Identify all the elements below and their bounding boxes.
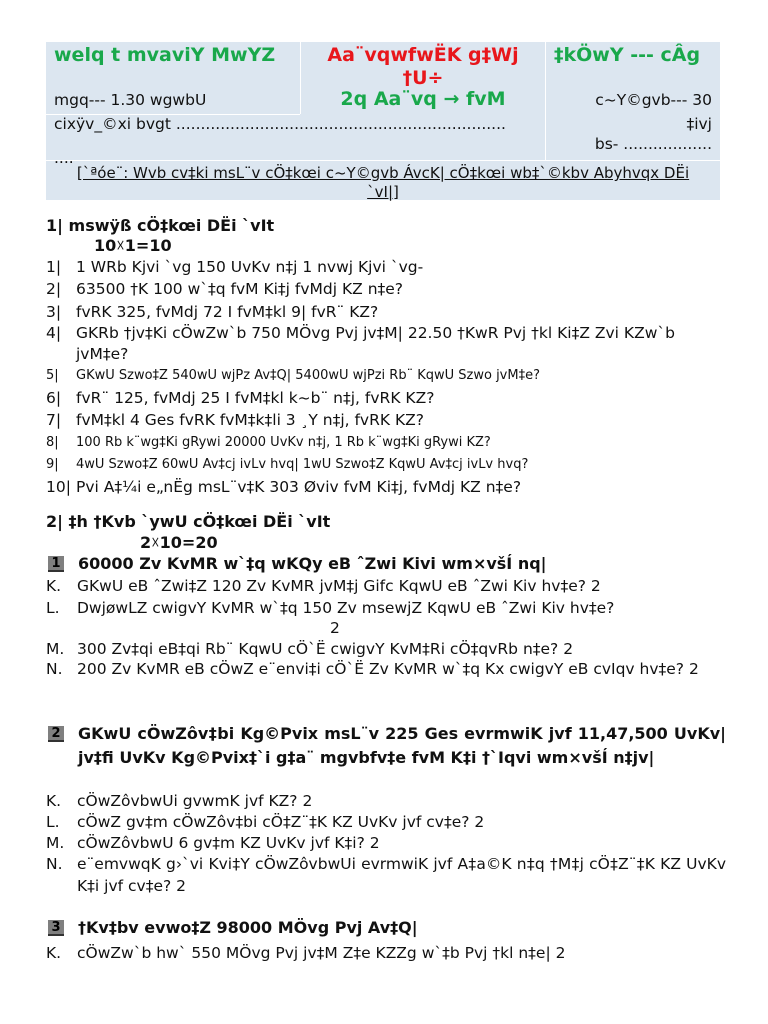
list-item: 3| fvRK 325, fvMdj 72 I fvM‡kl 9| fvR¨ KZ?: [46, 302, 379, 321]
roll-number-field: bs- ..................: [594, 135, 712, 153]
total-marks: c~Y©gvb--- 30: [595, 91, 712, 109]
section-2-heading: 2| ‡h †Kvb `ywU cÖ‡kœi DËi `vIt: [46, 512, 331, 531]
list-item: 9| 4wU Szwo‡Z 60wU Av‡cj ivLv hvq| 1wU Szwo‡Z KqwU Av‡cj ivLv hvq?: [46, 457, 529, 473]
question-number-badge: 2: [48, 726, 64, 742]
sub-question: M. 300 Zv‡qi eB‡qi Rb¨ KqwU cÖ`Ë cwigvY KvM‡Ri cÖ‡qvRb n‡e? 2: [46, 640, 574, 658]
creative-question-3: [46, 916, 726, 940]
sub-question: K. GKwU eB ˆZwi‡Z 120 Zv KvMR jvM‡j Gifc KqwU eB ˆZwi Kiv hv‡e? 2: [46, 577, 601, 595]
list-item: 8| 100 Rb k¨wg‡Ki gRywi 20000 UvKv n‡j, 1 Rb k¨wg‡Ki gRywi KZ?: [46, 434, 491, 450]
question-stem: †Kv‡bv evwo‡Z 98000 MÖvg Pvj Av‡Q|: [78, 918, 418, 937]
roll-label: ‡ivj: [686, 115, 712, 133]
sub-question: M. cÖwZôvbwU 6 gv‡m KZ UvKv jvf K‡i? 2: [46, 834, 380, 852]
short-question-list: [46, 256, 726, 499]
sub-question: L. cÖwZ gv‡m cÖwZôv‡bi cÖ‡Z¨‡K KZ UvKv jvf cv‡e? 2: [46, 813, 485, 831]
full-time: mgq--- 1.30 wgwbU: [54, 91, 207, 109]
list-item: 6| fvR¨ 125, fvMdj 25 I fvM‡kl k~b¨ n‡j, fvRK KZ?: [46, 389, 435, 408]
name-dots: ....: [54, 149, 74, 167]
sub-question: N. 200 Zv KvMR eB cÖwZ e¨envi‡i cÖ`Ë Zv KvMR w`‡q Kx cwigvY eB cvIqv hv‡e? 2: [46, 660, 699, 678]
sub-question: L. DwjøwLZ cwigvY KvMR w`‡q 150 Zv msewjZ KqwU eB ˆZwi Kiv hv‡e?: [46, 599, 615, 617]
sub-question-mark: 2: [330, 619, 340, 637]
creative-question-1: [46, 552, 726, 576]
divider: [300, 42, 301, 114]
section-1-heading: 1| mswÿß cÖ‡kœi DËi `vIt: [46, 216, 275, 235]
section-2-marks: 2☓10=20: [140, 533, 218, 552]
list-item: 4| GKRb †jv‡Ki cÖwZw`b 750 MÖvg Pvj jv‡M| 22.50 †KwR Pvj †kl Ki‡Z Zvi KZw`b jvM‡e?: [46, 323, 675, 363]
instructions-note: [`ªóe¨: Wvb cv‡ki msL¨v cÖ‡kœi c~Y©gvb ÁvcK| cÖ‡kœi wb‡`©kbv Abyhvqx DËi `vI|]: [76, 164, 690, 201]
sub-question: K. cÖwZôvbwUi gvwmK jvf KZ? 2: [46, 792, 313, 810]
sub-question: N. e¨emvwqK g›`vi Kvi‡Y cÖwZôvbwUi evrmwiK jvf A‡a©K n‡q †M‡j cÖ‡Z¨‡K KZ UvKv K‡i jvf cv‡e? 2: [46, 855, 726, 895]
list-item: 10| Pvi A‡¼i e„nËg msL¨v‡K 303 Øviv fvM Ki‡j, fvMdj KZ n‡e?: [46, 478, 522, 497]
creative-question-2: [46, 722, 726, 770]
exam-subtitle: 2q Aa¨vq → fvM: [340, 88, 506, 110]
exam-title: Aa¨vqwfwËK g‡Wj †U÷: [327, 44, 519, 89]
student-name-field: cixÿv_©xi bvgt ...................................................................: [54, 115, 506, 133]
list-item: 7| fvM‡kl 4 Ges fvRK fvM‡k‡li 3 ¸Y n‡j, fvRK KZ?: [46, 411, 424, 430]
section-1-marks: 10☓1=10: [94, 236, 172, 255]
divider: [46, 160, 720, 161]
exam-header: [46, 42, 720, 200]
divider: [545, 42, 546, 160]
list-item: 5| GKwU Szwo‡Z 540wU wjPz Av‡Q| 5400wU wjPzi Rb¨ KqwU Szwo jvM‡e?: [46, 367, 540, 383]
list-item: 2| 63500 †K 100 w`‡q fvM Ki‡j fvMdj KZ n‡e?: [46, 280, 404, 299]
list-item: 1| 1 WRb Kjvi `vg 150 UvKv n‡j 1 nvwj Kjvi `vg-: [46, 258, 424, 276]
question-stem: GKwU cÖwZôv‡bi Kg©Pvix msL¨v 225 Ges evrmwiK jvf 11,47,500 UvKv| jv‡fi UvKv Kg©Pvix‡`i g‡a¨ mgvbfv‡e fvM K‡i †`Iqvi wm×všÍ n‡jv|: [78, 724, 726, 767]
sub-question: K. cÖwZw`b hw` 550 MÖvg Pvj jv‡M Z‡e KZZg w`‡b Pvj †kl n‡e| 2: [46, 944, 566, 962]
question-stem: 60000 Zv KvMR w`‡q wKQy eB ˆZwi Kivi wm×všÍ nq|: [78, 554, 547, 573]
question-number-badge: 1: [48, 556, 64, 572]
class-label: ‡kÖwY --- cÂg: [554, 44, 701, 66]
question-number-badge: 3: [48, 920, 64, 936]
school-name: welq t mvaviY MwYZ: [54, 44, 276, 66]
